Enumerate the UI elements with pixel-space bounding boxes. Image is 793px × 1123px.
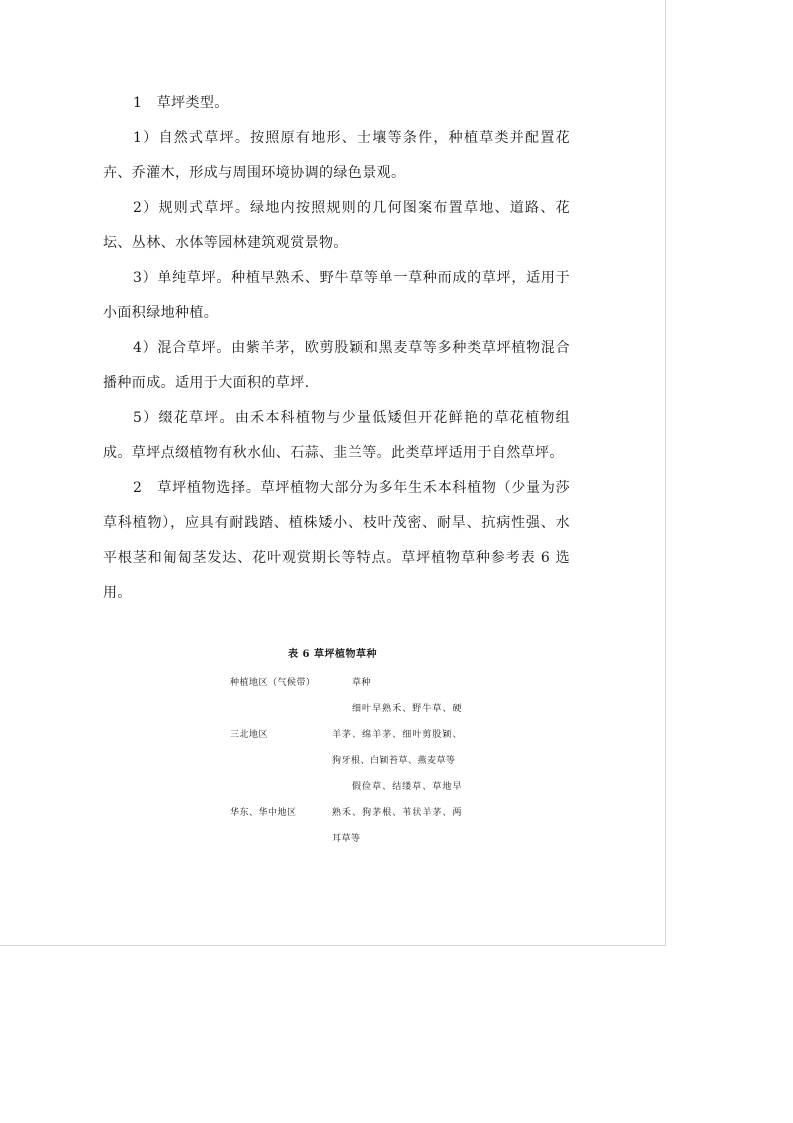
paragraph-natural-lawn: 1）自然式草坪。按照原有地形、士壤等条件，种植草类并配置花卉、乔灌木，形成与周围环境协调的绿色景观。 — [103, 130, 570, 181]
body-text — [103, 86, 570, 611]
paragraph-mixed-lawn: 4）混合草坪。由紫羊茅，欧剪股颖和黑麦草等多种类草坪植物混合播种而成。适用于大面积的草坪. — [103, 340, 570, 391]
row-region: 三北地区 — [230, 730, 269, 740]
table-row — [230, 696, 470, 774]
table-row — [230, 774, 470, 852]
header-species: 草种 — [352, 678, 372, 688]
grass-species-table — [230, 670, 470, 852]
table-caption: 表 6 草坪植物草种 — [288, 649, 377, 660]
paragraph-regular-lawn: 2）规则式草坪。绿地内按照规则的几何图案布置草地、道路、花坛、丛林、水体等园林建筑观赏景物。 — [103, 200, 570, 251]
row-species: 细叶早熟禾、野牛草、硬羊茅、绵羊茅、细叶剪股颖、狗牙根、白颖苔草、燕麦草等 — [332, 704, 462, 766]
table-header — [230, 670, 470, 696]
header-region: 种植地区（气候带） — [230, 678, 316, 688]
paragraph-pure-lawn: 3）单纯草坪。种植早熟禾、野牛草等单一草种而成的草坪，适用于小面积绿地种植。 — [103, 270, 570, 321]
row-region: 华东、华中地区 — [230, 808, 297, 818]
row-species: 假俭草、结缕草、草地早熟禾、狗茅根、苇状羊茅、两耳草等 — [332, 782, 462, 844]
paragraph-plant-selection: 2 草坪植物选择。草坪植物大部分为多年生禾本科植物（少量为莎草科植物），应具有耐践踏、植株矮小、枝叶茂密、耐旱、抗病性强、水平根茎和匍匐茎发达、花叶观赏期长等特点。草坪植物草种参考表 6 选用。 — [103, 480, 570, 601]
paragraph-flower-lawn: 5）缀花草坪。由禾本科植物与少量低矮但开花鲜艳的草花植物组成。草坪点缀植物有秋水仙、石蒜、韭兰等。此类草坪适用于自然草坪。 — [103, 410, 570, 461]
section-heading-lawn-types: 1 草坪类型。 — [133, 95, 229, 111]
